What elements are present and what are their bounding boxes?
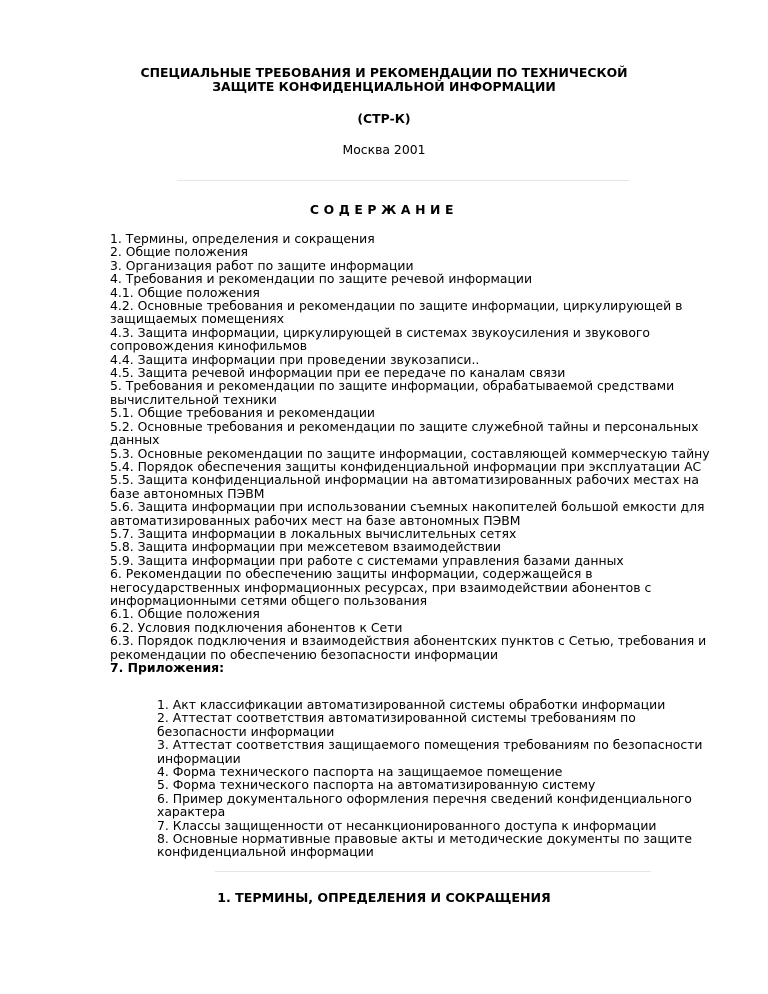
- toc-item[interactable]: 5. Требования и рекомендации по защите информации, обрабатываемой средствами вычислительной техники: [110, 378, 675, 407]
- appendix-item[interactable]: 1. Акт классификации автоматизированной системы обработки информации: [157, 697, 666, 712]
- appendix-item[interactable]: 5. Форма технического паспорта на автоматизированную систему: [157, 777, 596, 793]
- divider: [215, 871, 651, 872]
- toc-item[interactable]: 4.4. Защита информации при проведении звукозаписи..: [110, 351, 480, 367]
- toc-item[interactable]: 1. Термины, определения и сокращения: [110, 231, 375, 246]
- toc-item[interactable]: 6. Рекомендации по обеспечению защиты информации, содержащейся в негосударственных информационных ресурсах, при взаимодействии абонентов с информационными сетями общего пользования: [110, 566, 652, 608]
- toc-heading: СОДЕРЖАНИЕ: [309, 202, 459, 217]
- table-of-contents: [110, 232, 718, 674]
- appendix-item[interactable]: 2. Аттестат соответствия автоматизированной системы требованиям по безопасности информации: [157, 710, 636, 739]
- toc-item[interactable]: 5.1. Общие требования и рекомендации: [110, 405, 375, 421]
- toc-item[interactable]: 4. Требования и рекомендации по защите речевой информации: [110, 271, 533, 287]
- appendix-item[interactable]: 8. Основные нормативные правовые акты и методические документы по защите конфиденциальной информации: [157, 831, 692, 860]
- toc-item[interactable]: 5.3. Основные рекомендации по защите информации, составляющей коммерческую тайну: [110, 445, 710, 461]
- document-title: СПЕЦИАЛЬНЫЕ ТРЕБОВАНИЯ И РЕКОМЕНДАЦИИ ПО ТЕХНИЧЕСКОЙ ЗАЩИТЕ КОНФИДЕНЦИАЛЬНОЙ ИНФОРМАЦИИ: [140, 65, 628, 94]
- toc-item[interactable]: 5.8. Защита информации при межсетевом взаимодействии: [110, 539, 501, 555]
- toc-item[interactable]: 4.3. Защита информации, циркулирующей в системах звукоусиления и звукового сопровождения кинофильмов: [110, 324, 650, 354]
- appendix-list: [157, 698, 717, 859]
- appendix-item[interactable]: 4. Форма технического паспорта на защищаемое помещение: [157, 764, 563, 780]
- toc-item[interactable]: 4.5. Защита речевой информации при ее передаче по каналам связи: [110, 365, 566, 381]
- toc-item[interactable]: 5.5. Защита конфиденциальной информации на автоматизированных рабочих местах на базе автономных ПЭВМ: [110, 472, 699, 501]
- document-city-year: Москва 2001: [342, 142, 426, 157]
- toc-item[interactable]: 5.2. Основные требования и рекомендации по защите служебной тайны и персональных данных: [110, 418, 699, 448]
- toc-item[interactable]: 2. Общие положения: [110, 244, 249, 260]
- section-heading: 1. ТЕРМИНЫ, ОПРЕДЕЛЕНИЯ И СОКРАЩЕНИЯ: [217, 890, 551, 905]
- toc-item[interactable]: 5.9. Защита информации при работе с системами управления базами данных: [110, 552, 624, 568]
- toc-appendices-heading[interactable]: 7. Приложения:: [110, 660, 225, 675]
- toc-item[interactable]: 3. Организация работ по защите информации: [110, 257, 414, 273]
- toc-item[interactable]: 5.6. Защита информации при использовании съемных накопителей большой емкости для автоматизированных рабочих мест на базе автономных ПЭВМ: [110, 499, 705, 528]
- toc-item[interactable]: 6.3. Порядок подключения и взаимодействия абонентских пунктов с Сетью, требования и рекомендации по обеспечению безопасности информации: [110, 633, 707, 662]
- toc-item[interactable]: 5.4. Порядок обеспечения защиты конфиденциальной информации при эксплуатации АС: [110, 458, 702, 474]
- toc-item[interactable]: 6.2. Условия подключения абонентов к Сети: [110, 619, 403, 635]
- toc-item[interactable]: 6.1. Общие положения: [110, 606, 260, 622]
- toc-item[interactable]: 5.7. Защита информации в локальных вычислительных сетях: [110, 525, 517, 541]
- toc-item[interactable]: 4.1. Общие положения: [110, 284, 260, 300]
- appendix-item[interactable]: 7. Классы защищенности от несанкционированного доступа к информации: [157, 817, 657, 833]
- appendix-item[interactable]: 6. Пример документального оформления перечня сведений конфиденциального характера: [157, 790, 692, 820]
- toc-item[interactable]: 4.2. Основные требования и рекомендации по защите информации, циркулирующей в защищаемых помещениях: [110, 298, 683, 327]
- document-code: (СТР-К): [357, 111, 411, 126]
- appendix-item[interactable]: 3. Аттестат соответствия защищаемого помещения требованиям по безопасности информации: [157, 737, 703, 766]
- divider: [177, 180, 629, 181]
